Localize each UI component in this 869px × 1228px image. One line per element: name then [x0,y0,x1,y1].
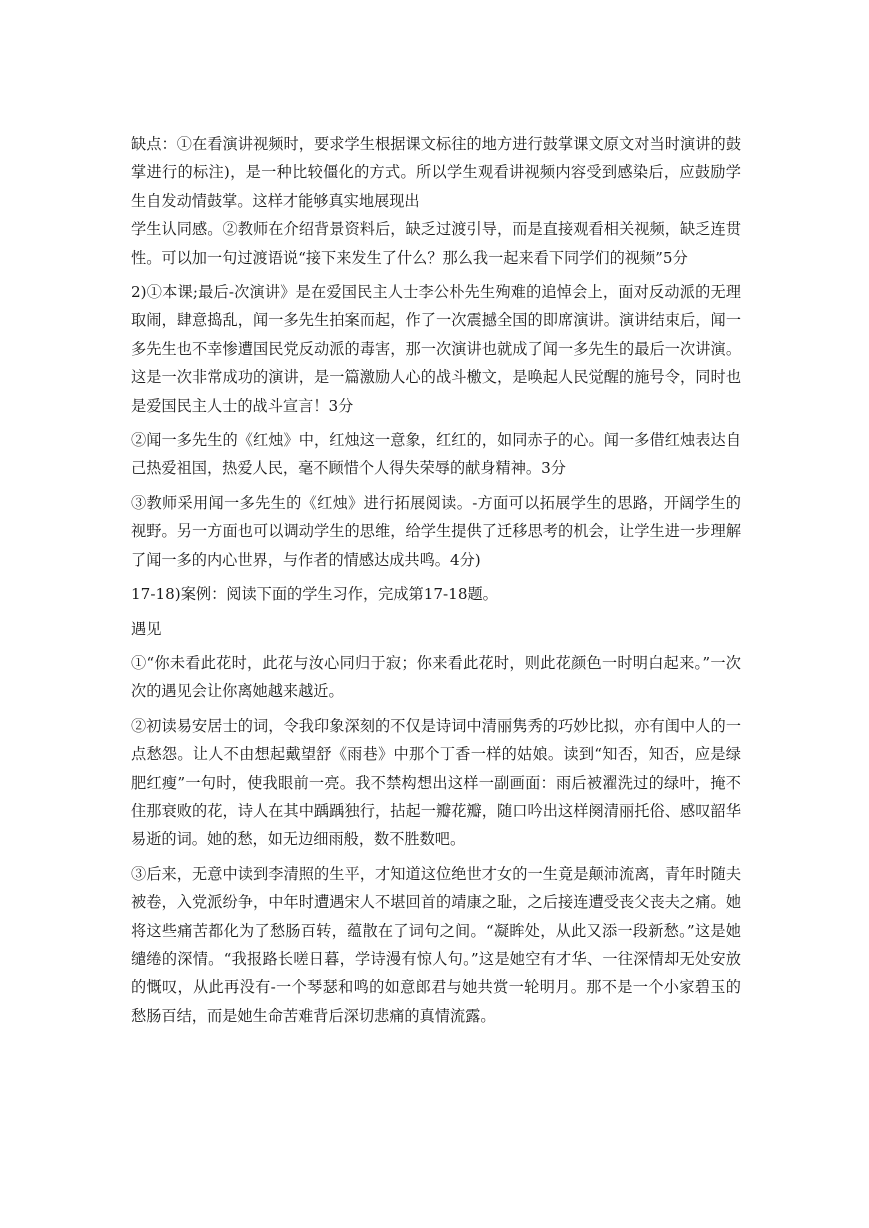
essay-title: 遇见 [131,619,162,638]
paragraph-transition: 学生认同感。②教师在介绍背景资料后，缺乏过渡引导，而是直接观看相关视频，缺乏连贯性。可以加一句过渡语说“接下来发生了什么？那么我一起来看下同学们的视频”5分 [131,220,741,267]
paragraph-shortcomings: 缺点：①在看演讲视频时，要求学生根据课文标往的地方进行鼓掌课文原文对当时演讲的鼓掌进行的标注)，是一种比较僵化的方式。所以学生观看讲视频内容受到感染后，应鼓励学生自发动情鼓掌。这样才能够真实地展现出 [131,135,741,210]
document-body [131,130,741,1030]
essay-paragraph-2: ②初读易安居士的词，令我印象深刻的不仅是诗词中清丽隽秀的巧妙比拟，亦有闺中人的一点愁怨。让人不由想起戴望舒《雨巷》中那个丁香一样的姑娘。读到“知否，知否，应是绿肥红瘦”一句时，使我眼前一亮。我不禁构想出这样一副画面：雨后被濯洗过的绿叶，掩不住那衰败的花，诗人在其中踽踽独行，拈起一瓣花瓣，随口吟出这样阕清丽托俗、感叹韶华易逝的词。她的愁，如无边细雨般，数不胜数吧。 [131,716,741,849]
essay-paragraph-1: ①“你未看此花时，此花与汝心同归于寂；你来看此花时，则此花颜色一时明白起来。”一次次的遇见会让你离她越来越近。 [131,653,741,701]
essay-paragraph-3: ③后来，无意中读到李清照的生平，才知道这位绝世才女的一生竟是颠沛流离，青年时随夫被卷，入党派纷争，中年时遭遇宋人不堪回首的靖康之耻，之后接连遭受丧父丧夫之痛。她将这些痛苦都化为了愁肠百转，蕴散在了词句之间。“凝眸处，从此又添一段新愁。”这是她缱绻的深情。“我报路长嗟日暮，学诗漫有惊人句。”这是她空有才华、一往深情却无处安放的慨叹，从此再没有-一个琴瑟和鸣的如意郎君与她共赏一轮明月。那不是一个小家碧玉的愁肠百结，而是她生命苦难背后深切悲痛的真情流露。 [131,864,741,1025]
paragraph-extended-reading: ③教师采用闻一多先生的《红烛》进行拓展阅读。-方面可以拓展学生的思路，开阔学生的视野。另一方面也可以调动学生的思维，给学生提供了迁移思考的机会，让学生进一步理解了闻一多的内心世界，与作者的情感达成共鸣。4分) [131,493,741,569]
paragraph-case-instruction: 17-18)案例：阅读下面的学生习作，完成第17-18题。 [131,585,498,604]
paragraph-speech-background: 2)①本课;最后-次演讲》是在爱国民主人士李公朴先生殉难的追悼会上，面对反动派的无理取闹，肆意捣乱，闻一多先生拍案而起，作了一次震撼全国的即席演讲。演讲结束后，闻一多先生也不幸惨遭国民党反动派的毒害，那一次演讲也就成了闻一多先生的最后一次讲演。这是一次非常成功的演讲，是一篇激励人心的战斗檄文，是唤起人民觉醒的施号令，同时也是爱国民主人士的战斗宣言！3分 [131,283,741,415]
paragraph-red-candle: ②闻一多先生的《红烛》中，红烛这一意象，红红的，如同赤子的心。闻一多借红烛表达自己热爱祖国，热爱人民，毫不顾惜个人得失荣辱的献身精神。3分 [131,431,741,478]
